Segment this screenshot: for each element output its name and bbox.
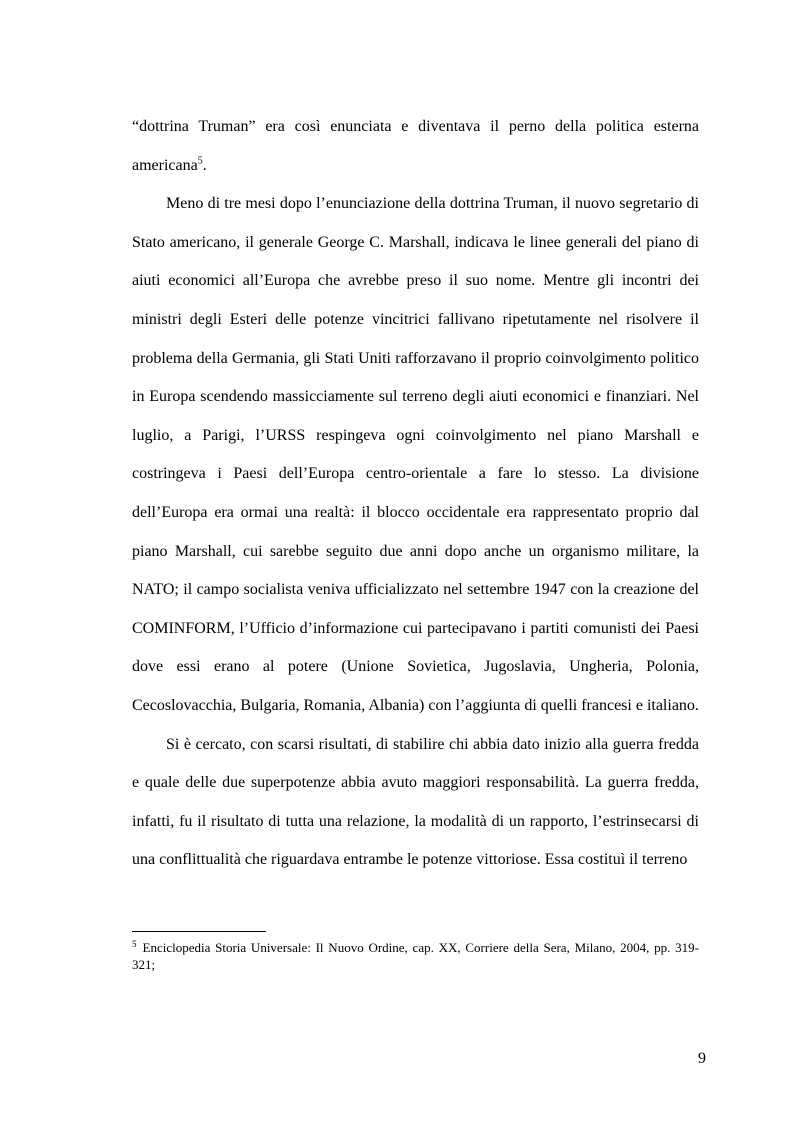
paragraph-3: Si è cercato, con scarsi risultati, di stabilire chi abbia dato inizio alla guerra fredda e quale delle due superpotenze abbia avuto maggiori responsabilità. La guerra fredda, infatti, fu il risultato di tutta una relazione, la modalità di un rapporto, l’estrinsecarsi di una conflittualità che riguardava entrambe le potenze vittoriose. Essa costituì il terreno — [132, 735, 699, 869]
paragraph-1-end: . — [202, 156, 207, 174]
paragraph-1 — [132, 108, 699, 185]
footnote — [132, 939, 699, 973]
footnote-reference[interactable]: 5 — [197, 155, 203, 167]
paragraph-1-text: “dottrina Truman” era così enunciata e diventava il perno della politica esterna americana — [132, 118, 699, 174]
footnote-separator — [132, 931, 266, 932]
page-number: 9 — [698, 1050, 706, 1067]
body-text — [132, 108, 699, 880]
footnote-text: Enciclopedia Storia Universale: Il Nuovo Ordine, cap. XX, Corriere della Sera, Milano, 2004, pp. 319-321; — [132, 940, 699, 972]
paragraph-2: Meno di tre mesi dopo l’enunciazione della dottrina Truman, il nuovo segretario di Stato americano, il generale George C. Marshall, indicava le linee generali del piano di aiuti economici all’Europa che avrebbe preso il suo nome. Mentre gli incontri dei ministri degli Esteri delle potenze vincitrici fallivano ripetutamente nel risolvere il problema della Germania, gli Stati Uniti rafforzavano il proprio coinvolgimento politico in Europa scendendo massicciamente sul terreno degli aiuti economici e finanziari. Nel luglio, a Parigi, l’URSS respingeva ogni coinvolgimento nel piano Marshall e costringeva i Paesi dell’Europa centro-orientale a fare lo stesso. La divisione dell’Europa era ormai una realtà: il blocco occidentale era rappresentato proprio dal piano Marshall, cui sarebbe seguito due anni dopo anche un organismo militare, la NATO; il campo socialista veniva ufficializzato nel settembre 1947 con la creazione del COMINFORM, l’Ufficio d’informazione cui partecipavano i partiti comunisti dei Paesi dove essi erano al potere (Unione Sovietica, Jugoslavia, Ungheria, Polonia, Cecoslovacchia, Bulgaria, Romania, Albania) con l’aggiunta di quelli francesi e italiano. — [132, 195, 699, 714]
footnote-number: 5 — [132, 938, 137, 949]
